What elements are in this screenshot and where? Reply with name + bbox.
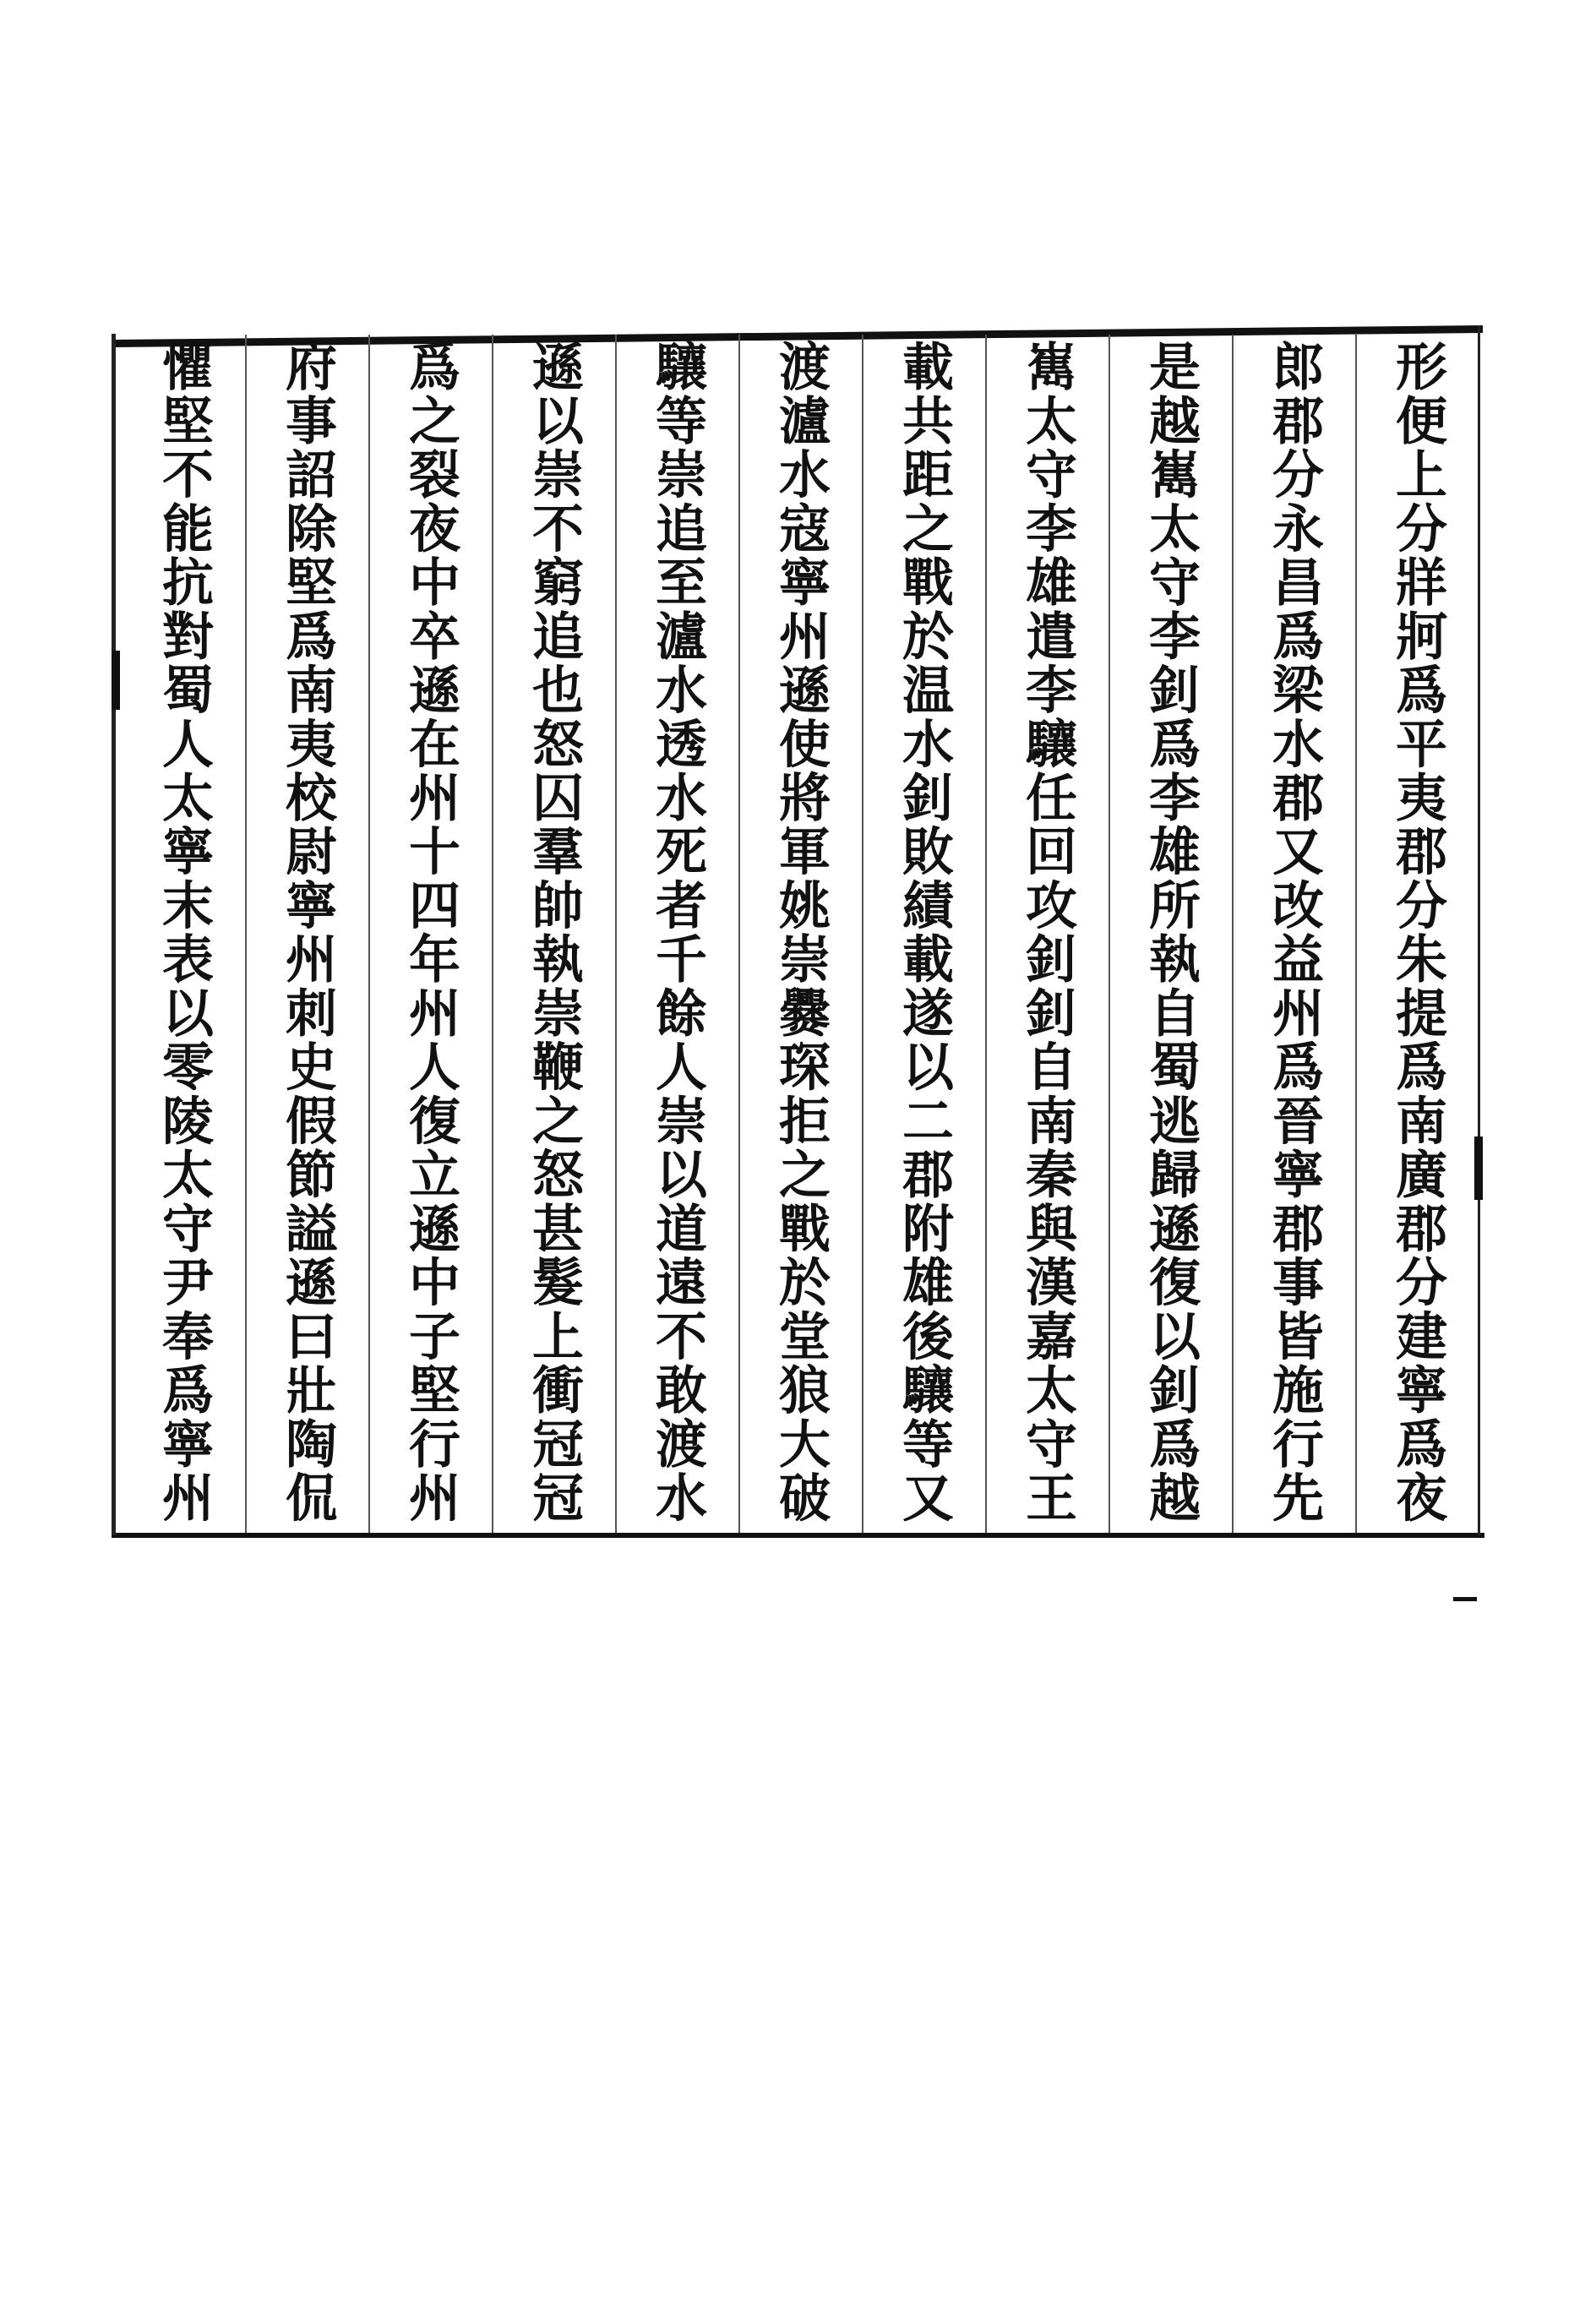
column-text: 載共距之戰於温水釗敗績載遂以二郡附雄後驤等又	[894, 340, 954, 1525]
text-column-2	[1233, 340, 1355, 1524]
frame-bottom-border	[112, 1533, 1484, 1538]
column-text: 府事詔除堅爲南夷校尉寧州刺史假節謚遜曰壯陶侃	[277, 340, 337, 1525]
column-text: 懼堅不能抗對蜀人太寧末表以零陵太守尹奉爲寧州	[154, 340, 214, 1525]
text-column-8	[493, 340, 615, 1524]
text-column-4	[986, 340, 1108, 1524]
text-column-7	[616, 340, 738, 1524]
text-column-11	[123, 340, 245, 1524]
column-text: 形便上分牂牁爲平夷郡分朱提爲南廣郡分建寧爲夜	[1387, 340, 1447, 1525]
left-margin-mark	[112, 651, 120, 710]
text-column-1	[1356, 340, 1479, 1524]
text-column-5	[863, 340, 985, 1524]
column-text: 嶲太守李雄遣李驤任回攻釗釗自南秦與漢嘉太守王	[1017, 340, 1077, 1525]
frame-left-border	[112, 334, 116, 1535]
column-text: 爲之裂夜中卒遜在州十四年州人復立遜中子堅行州	[400, 340, 460, 1525]
column-text: 郎郡分永昌爲梁水郡又改益州爲晉寧郡事皆施行先	[1264, 340, 1324, 1525]
text-column-9	[369, 340, 492, 1524]
column-text: 渡瀘水寇寧州遜使將軍姚崇爨琛拒之戰於堂狼大破	[771, 340, 831, 1525]
column-text: 是越嶲太守李釗爲李雄所執自蜀逃歸遜復以釗爲越	[1141, 340, 1201, 1525]
right-edge-mark	[1453, 1597, 1477, 1601]
column-text: 驤等崇追至瀘水透水死者千餘人崇以道遠不敢渡水	[647, 340, 707, 1525]
text-column-6	[739, 340, 862, 1524]
column-text: 遜以崇不窮追也怒囚羣帥執崇鞭之怒甚髮上衝冠冠	[524, 340, 584, 1525]
text-column-3	[1109, 340, 1232, 1524]
text-column-10	[246, 340, 368, 1524]
